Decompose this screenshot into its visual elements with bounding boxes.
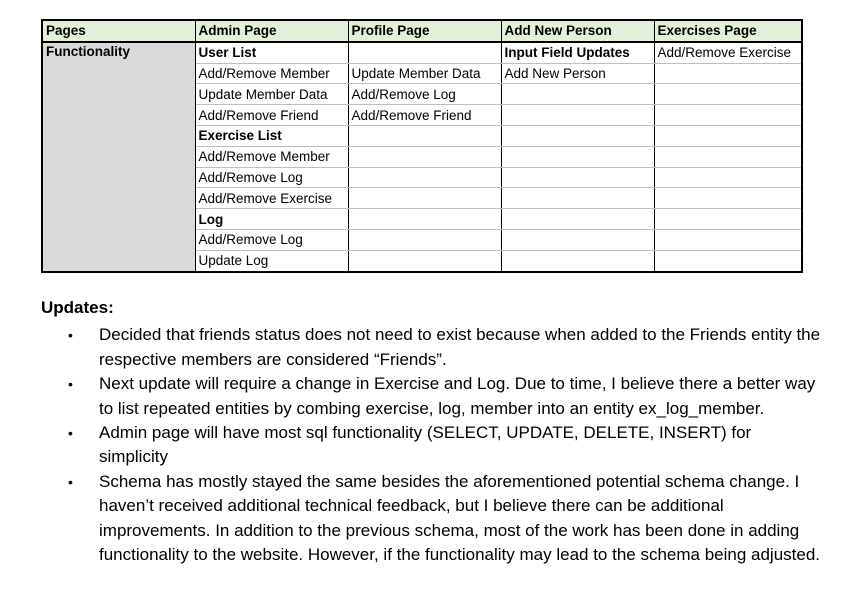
table-cell xyxy=(654,105,802,126)
table-cell: Input Field Updates xyxy=(501,42,654,63)
table-cell xyxy=(654,229,802,250)
table-cell xyxy=(348,42,501,63)
list-item-text: Admin page will have most sql functionality (SELECT, UPDATE, DELETE, INSERT) for simplicity xyxy=(99,423,752,467)
table-cell xyxy=(654,250,802,271)
table-cell xyxy=(348,188,501,209)
table-cell: Add/Remove Exercise xyxy=(654,42,802,63)
table-cell: Add/Remove Friend xyxy=(348,105,501,126)
table-cell xyxy=(348,209,501,230)
functionality-table xyxy=(41,19,803,273)
table-cell xyxy=(501,105,654,126)
list-item xyxy=(41,323,821,372)
list-item-text: Schema has mostly stayed the same besides the aforementioned potential schema change. I haven’t received additional technical feedback, but I believe there can be additional improvements. In addition to the previous schema, most of the work has been done in adding functionality to the website. However, if the functionality may lead to the schema being adjusted. xyxy=(99,471,821,565)
bullet-icon: • xyxy=(68,473,73,490)
table-cell: Add/Remove Friend xyxy=(195,105,348,126)
bullet-icon: • xyxy=(68,425,73,442)
list-item xyxy=(41,470,821,568)
table-cell: Add/Remove Log xyxy=(348,84,501,105)
updates-list xyxy=(41,323,821,567)
list-item-text: Decided that friends status does not need to exist because when added to the Friends entity the respective members are considered “Friends”. xyxy=(99,325,821,369)
header-exercises-page: Exercises Page xyxy=(654,20,802,42)
table-cell xyxy=(654,209,802,230)
table-cell: Add/Remove Member xyxy=(195,146,348,167)
table-cell xyxy=(501,167,654,188)
header-profile-page: Profile Page xyxy=(348,20,501,42)
bullet-icon: • xyxy=(68,376,73,393)
table-cell: Add New Person xyxy=(501,63,654,84)
table-cell: Add/Remove Exercise xyxy=(195,188,348,209)
table-cell xyxy=(501,229,654,250)
table-cell xyxy=(501,146,654,167)
functionality-label: Functionality xyxy=(42,42,195,272)
table-cell xyxy=(501,84,654,105)
table-cell xyxy=(348,250,501,271)
table-header-row xyxy=(42,20,802,42)
updates-section xyxy=(41,296,821,567)
table-cell xyxy=(654,188,802,209)
table-row xyxy=(42,42,802,63)
list-item xyxy=(41,421,821,470)
table-cell xyxy=(348,146,501,167)
table-cell: Add/Remove Log xyxy=(195,167,348,188)
table-cell xyxy=(501,125,654,146)
table-cell xyxy=(348,125,501,146)
table-cell: Update Log xyxy=(195,250,348,271)
table-cell xyxy=(501,188,654,209)
table-cell: User List xyxy=(195,42,348,63)
header-admin-page: Admin Page xyxy=(195,20,348,42)
table-cell: Log xyxy=(195,209,348,230)
table-cell xyxy=(348,229,501,250)
list-item-text: Next update will require a change in Exercise and Log. Due to time, I believe there a better way to list repeated entities by combing exercise, log, member into an entity ex_log_member. xyxy=(99,374,816,418)
table-cell: Add/Remove Member xyxy=(195,63,348,84)
bullet-icon: • xyxy=(68,327,73,344)
table-cell xyxy=(501,209,654,230)
table-cell: Update Member Data xyxy=(195,84,348,105)
table-cell: Exercise List xyxy=(195,125,348,146)
table-cell xyxy=(654,167,802,188)
table-cell: Update Member Data xyxy=(348,63,501,84)
table-cell xyxy=(348,167,501,188)
updates-heading: Updates: xyxy=(41,298,114,317)
table-cell xyxy=(654,84,802,105)
header-pages: Pages xyxy=(42,20,195,42)
table-cell xyxy=(501,250,654,271)
table-cell xyxy=(654,125,802,146)
table-cell: Add/Remove Log xyxy=(195,229,348,250)
table-cell xyxy=(654,146,802,167)
table-cell xyxy=(654,63,802,84)
list-item xyxy=(41,372,821,421)
header-add-new-person: Add New Person xyxy=(501,20,654,42)
